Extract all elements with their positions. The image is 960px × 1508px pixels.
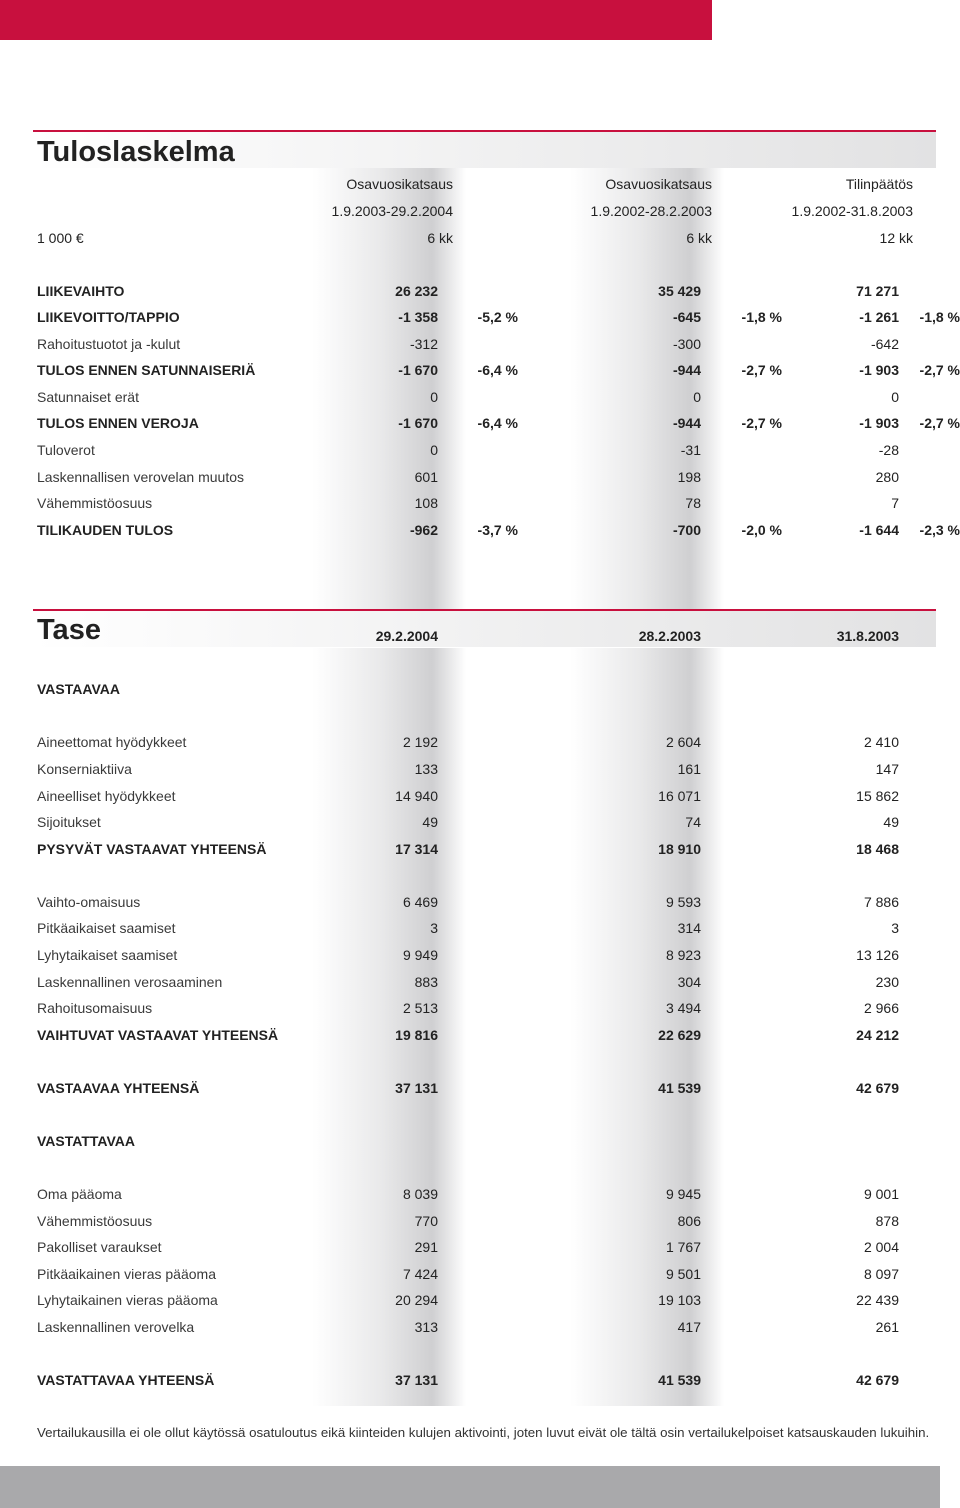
balance-value-c3: 2 966 bbox=[863, 1000, 899, 1016]
income-row-label: TULOS ENNEN VEROJA bbox=[37, 415, 199, 431]
balance-value-c1: 883 bbox=[414, 974, 438, 990]
income-value-c3: -1 261 bbox=[859, 309, 899, 325]
income-row-label: TULOS ENNEN SATUNNAISERIÄ bbox=[37, 362, 256, 378]
bottom-gray-bar bbox=[0, 1466, 940, 1508]
balance-row-label: Aineettomat hyödykkeet bbox=[37, 734, 187, 750]
income-value-c1: -1 670 bbox=[398, 415, 438, 431]
balance-row-label: VASTAAVAA bbox=[37, 681, 120, 697]
balance-value-c1: 9 949 bbox=[402, 947, 438, 963]
balance-value-c2: 3 494 bbox=[665, 1000, 701, 1016]
income-value-c3: 7 bbox=[891, 495, 899, 511]
income-pct-c2: -2,7 % bbox=[741, 362, 782, 378]
income-pct-c3: -1,8 % bbox=[919, 309, 960, 325]
balance-value-c3: 22 439 bbox=[856, 1292, 899, 1308]
income-pct-c2: -2,0 % bbox=[741, 522, 782, 538]
income-pct-c1: -5,2 % bbox=[477, 309, 518, 325]
balance-value-c2: 417 bbox=[677, 1319, 701, 1335]
balance-title-bar bbox=[33, 609, 936, 647]
balance-value-c2: 8 923 bbox=[665, 947, 701, 963]
balance-row-label: Vaihto-omaisuus bbox=[37, 894, 141, 910]
balance-row-label: Pitkäaikaiset saamiset bbox=[37, 920, 176, 936]
balance-value-c1: 6 469 bbox=[402, 894, 438, 910]
income-row-label: Tuloverot bbox=[37, 442, 95, 458]
balance-value-c3: 230 bbox=[875, 974, 899, 990]
income-value-c1: -312 bbox=[409, 336, 438, 352]
balance-row-label: Vähemmistöosuus bbox=[37, 1213, 153, 1229]
income-row-label: Vähemmistöosuus bbox=[37, 495, 153, 511]
income-value-c2: -944 bbox=[672, 362, 701, 378]
balance-value-c1: 291 bbox=[414, 1239, 438, 1255]
balance-value-c1: 17 314 bbox=[395, 841, 438, 857]
balance-value-c2: 9 593 bbox=[665, 894, 701, 910]
balance-value-c2: 806 bbox=[677, 1213, 701, 1229]
income-value-c1: 601 bbox=[414, 469, 438, 485]
balance-value-c2: 18 910 bbox=[658, 841, 701, 857]
balance-value-c3: 878 bbox=[875, 1213, 899, 1229]
income-row-label: Rahoitustuotot ja -kulut bbox=[37, 336, 181, 352]
balance-value-c1: 313 bbox=[414, 1319, 438, 1335]
balance-value-c2: 304 bbox=[677, 974, 701, 990]
balance-row-label: Lyhytaikainen vieras pääoma bbox=[37, 1292, 218, 1308]
balance-value-c2: 2 604 bbox=[665, 734, 701, 750]
income-value-c1: 108 bbox=[414, 495, 438, 511]
balance-value-c1: 7 424 bbox=[402, 1266, 438, 1282]
balance-value-c3: 2 410 bbox=[863, 734, 899, 750]
income-row-label: LIIKEVOITTO/TAPPIO bbox=[37, 309, 180, 325]
balance-row-label: Aineelliset hyödykkeet bbox=[37, 788, 176, 804]
balance-value-c1: 770 bbox=[414, 1213, 438, 1229]
income-pct-c2: -2,7 % bbox=[741, 415, 782, 431]
balance-value-c2: 19 103 bbox=[658, 1292, 701, 1308]
income-value-c3: -642 bbox=[870, 336, 899, 352]
balance-value-c3: 49 bbox=[883, 814, 899, 830]
income-pct-c1: -3,7 % bbox=[477, 522, 518, 538]
balance-value-c3: 15 862 bbox=[856, 788, 899, 804]
balance-value-c2: 9 501 bbox=[665, 1266, 701, 1282]
income-value-c2: -645 bbox=[672, 309, 701, 325]
balance-row-label: Konserniaktiiva bbox=[37, 761, 132, 777]
income-value-c1: -1 358 bbox=[398, 309, 438, 325]
income-value-c1: 26 232 bbox=[395, 283, 438, 299]
balance-value-c1: 37 131 bbox=[395, 1372, 438, 1388]
balance-row-label: Rahoitusomaisuus bbox=[37, 1000, 153, 1016]
income-value-c2: -300 bbox=[672, 336, 701, 352]
balance-row-label: Lyhytaikaiset saamiset bbox=[37, 947, 178, 963]
balance-row-label: VASTAAVAA YHTEENSÄ bbox=[37, 1080, 200, 1096]
header-c1-type: Osavuosikatsaus bbox=[346, 176, 453, 192]
income-value-c2: 35 429 bbox=[658, 283, 701, 299]
balance-value-c3: 8 097 bbox=[863, 1266, 899, 1282]
balance-value-c1: 19 816 bbox=[395, 1027, 438, 1043]
balance-value-c2: 9 945 bbox=[665, 1186, 701, 1202]
header-c3-type: Tilinpäätös bbox=[845, 176, 913, 192]
balance-value-c2: 41 539 bbox=[658, 1372, 701, 1388]
balance-value-c2: 1 767 bbox=[665, 1239, 701, 1255]
balance-value-c2: 16 071 bbox=[658, 788, 701, 804]
balance-title: Tase bbox=[37, 614, 101, 646]
income-value-c1: 0 bbox=[430, 389, 438, 405]
balance-row-label: Pakolliset varaukset bbox=[37, 1239, 162, 1255]
balance-value-c1: 3 bbox=[430, 920, 438, 936]
balance-date-c1: 29.2.2004 bbox=[375, 628, 438, 644]
header-c1-period: 1.9.2003-29.2.2004 bbox=[331, 203, 453, 219]
income-value-c2: -944 bbox=[672, 415, 701, 431]
balance-value-c3: 2 004 bbox=[863, 1239, 899, 1255]
balance-date-c3: 31.8.2003 bbox=[836, 628, 899, 644]
balance-value-c3: 3 bbox=[891, 920, 899, 936]
income-title: Tuloslaskelma bbox=[37, 136, 235, 168]
balance-value-c1: 8 039 bbox=[402, 1186, 438, 1202]
income-row-label: TILIKAUDEN TULOS bbox=[37, 522, 174, 538]
income-value-c3: -28 bbox=[878, 442, 899, 458]
balance-row-label: PYSYVÄT VASTAAVAT YHTEENSÄ bbox=[37, 841, 267, 857]
balance-row-label: Laskennallinen verosaaminen bbox=[37, 974, 223, 990]
balance-value-c1: 37 131 bbox=[395, 1080, 438, 1096]
income-value-c2: -700 bbox=[672, 522, 701, 538]
header-c2-months: 6 kk bbox=[686, 230, 712, 246]
balance-row-label: Sijoitukset bbox=[37, 814, 101, 830]
balance-value-c1: 2 192 bbox=[402, 734, 438, 750]
header-c2-type: Osavuosikatsaus bbox=[605, 176, 712, 192]
balance-row-label: Pitkäaikainen vieras pääoma bbox=[37, 1266, 216, 1282]
balance-value-c3: 18 468 bbox=[856, 841, 899, 857]
balance-value-c1: 20 294 bbox=[395, 1292, 438, 1308]
income-value-c3: -1 903 bbox=[859, 362, 899, 378]
income-pct-c3: -2,7 % bbox=[919, 362, 960, 378]
income-row-label: Laskennallisen verovelan muutos bbox=[37, 469, 245, 485]
balance-value-c3: 24 212 bbox=[856, 1027, 899, 1043]
header-c2-period: 1.9.2002-28.2.2003 bbox=[590, 203, 712, 219]
balance-value-c1: 49 bbox=[422, 814, 438, 830]
income-value-c2: -31 bbox=[680, 442, 701, 458]
balance-value-c3: 13 126 bbox=[856, 947, 899, 963]
balance-value-c3: 261 bbox=[875, 1319, 899, 1335]
balance-value-c3: 147 bbox=[875, 761, 899, 777]
income-pct-c3: -2,7 % bbox=[919, 415, 960, 431]
balance-value-c3: 42 679 bbox=[856, 1372, 899, 1388]
income-value-c3: -1 903 bbox=[859, 415, 899, 431]
balance-row-label: Oma pääoma bbox=[37, 1186, 122, 1202]
balance-value-c3: 9 001 bbox=[863, 1186, 899, 1202]
income-value-c3: -1 644 bbox=[859, 522, 899, 538]
income-value-c1: -1 670 bbox=[398, 362, 438, 378]
balance-date-c2: 28.2.2003 bbox=[638, 628, 701, 644]
income-pct-c1: -6,4 % bbox=[477, 362, 518, 378]
column-shade-1 bbox=[312, 648, 466, 1406]
balance-value-c2: 41 539 bbox=[658, 1080, 701, 1096]
balance-value-c1: 14 940 bbox=[395, 788, 438, 804]
income-value-c2: 78 bbox=[685, 495, 701, 511]
balance-value-c3: 42 679 bbox=[856, 1080, 899, 1096]
top-red-bar bbox=[0, 0, 712, 40]
balance-row-label: VASTATTAVAA bbox=[37, 1133, 135, 1149]
income-pct-c2: -1,8 % bbox=[741, 309, 782, 325]
balance-value-c1: 133 bbox=[414, 761, 438, 777]
header-c3-period: 1.9.2002-31.8.2003 bbox=[791, 203, 913, 219]
income-value-c3: 280 bbox=[875, 469, 899, 485]
income-value-c2: 198 bbox=[677, 469, 701, 485]
income-value-c2: 0 bbox=[693, 389, 701, 405]
income-pct-c3: -2,3 % bbox=[919, 522, 960, 538]
balance-value-c2: 161 bbox=[677, 761, 701, 777]
income-value-c3: 0 bbox=[891, 389, 899, 405]
balance-value-c1: 2 513 bbox=[402, 1000, 438, 1016]
balance-value-c2: 74 bbox=[685, 814, 701, 830]
balance-value-c2: 314 bbox=[677, 920, 701, 936]
balance-row-label: VASTATTAVAA YHTEENSÄ bbox=[37, 1372, 215, 1388]
income-value-c1: 0 bbox=[430, 442, 438, 458]
income-row-label: LIIKEVAIHTO bbox=[37, 283, 125, 299]
balance-value-c2: 22 629 bbox=[658, 1027, 701, 1043]
header-c1-months: 6 kk bbox=[427, 230, 453, 246]
unit-label: 1 000 € bbox=[37, 230, 84, 246]
income-value-c1: -962 bbox=[409, 522, 438, 538]
income-value-c3: 71 271 bbox=[856, 283, 899, 299]
balance-row-label: Laskennallinen verovelka bbox=[37, 1319, 195, 1335]
header-c3-months: 12 kk bbox=[879, 230, 913, 246]
income-pct-c1: -6,4 % bbox=[477, 415, 518, 431]
footnote: Vertailukausilla ei ole ollut käytössä osatuloutus eikä kiinteiden kulujen aktivointi, joten luvut eivät ole tältä osin vertailukelpoiset katsauskauden lukuihin. bbox=[37, 1425, 930, 1440]
balance-value-c3: 7 886 bbox=[863, 894, 899, 910]
balance-row-label: VAIHTUVAT VASTAAVAT YHTEENSÄ bbox=[37, 1027, 279, 1043]
income-row-label: Satunnaiset erät bbox=[37, 389, 139, 405]
